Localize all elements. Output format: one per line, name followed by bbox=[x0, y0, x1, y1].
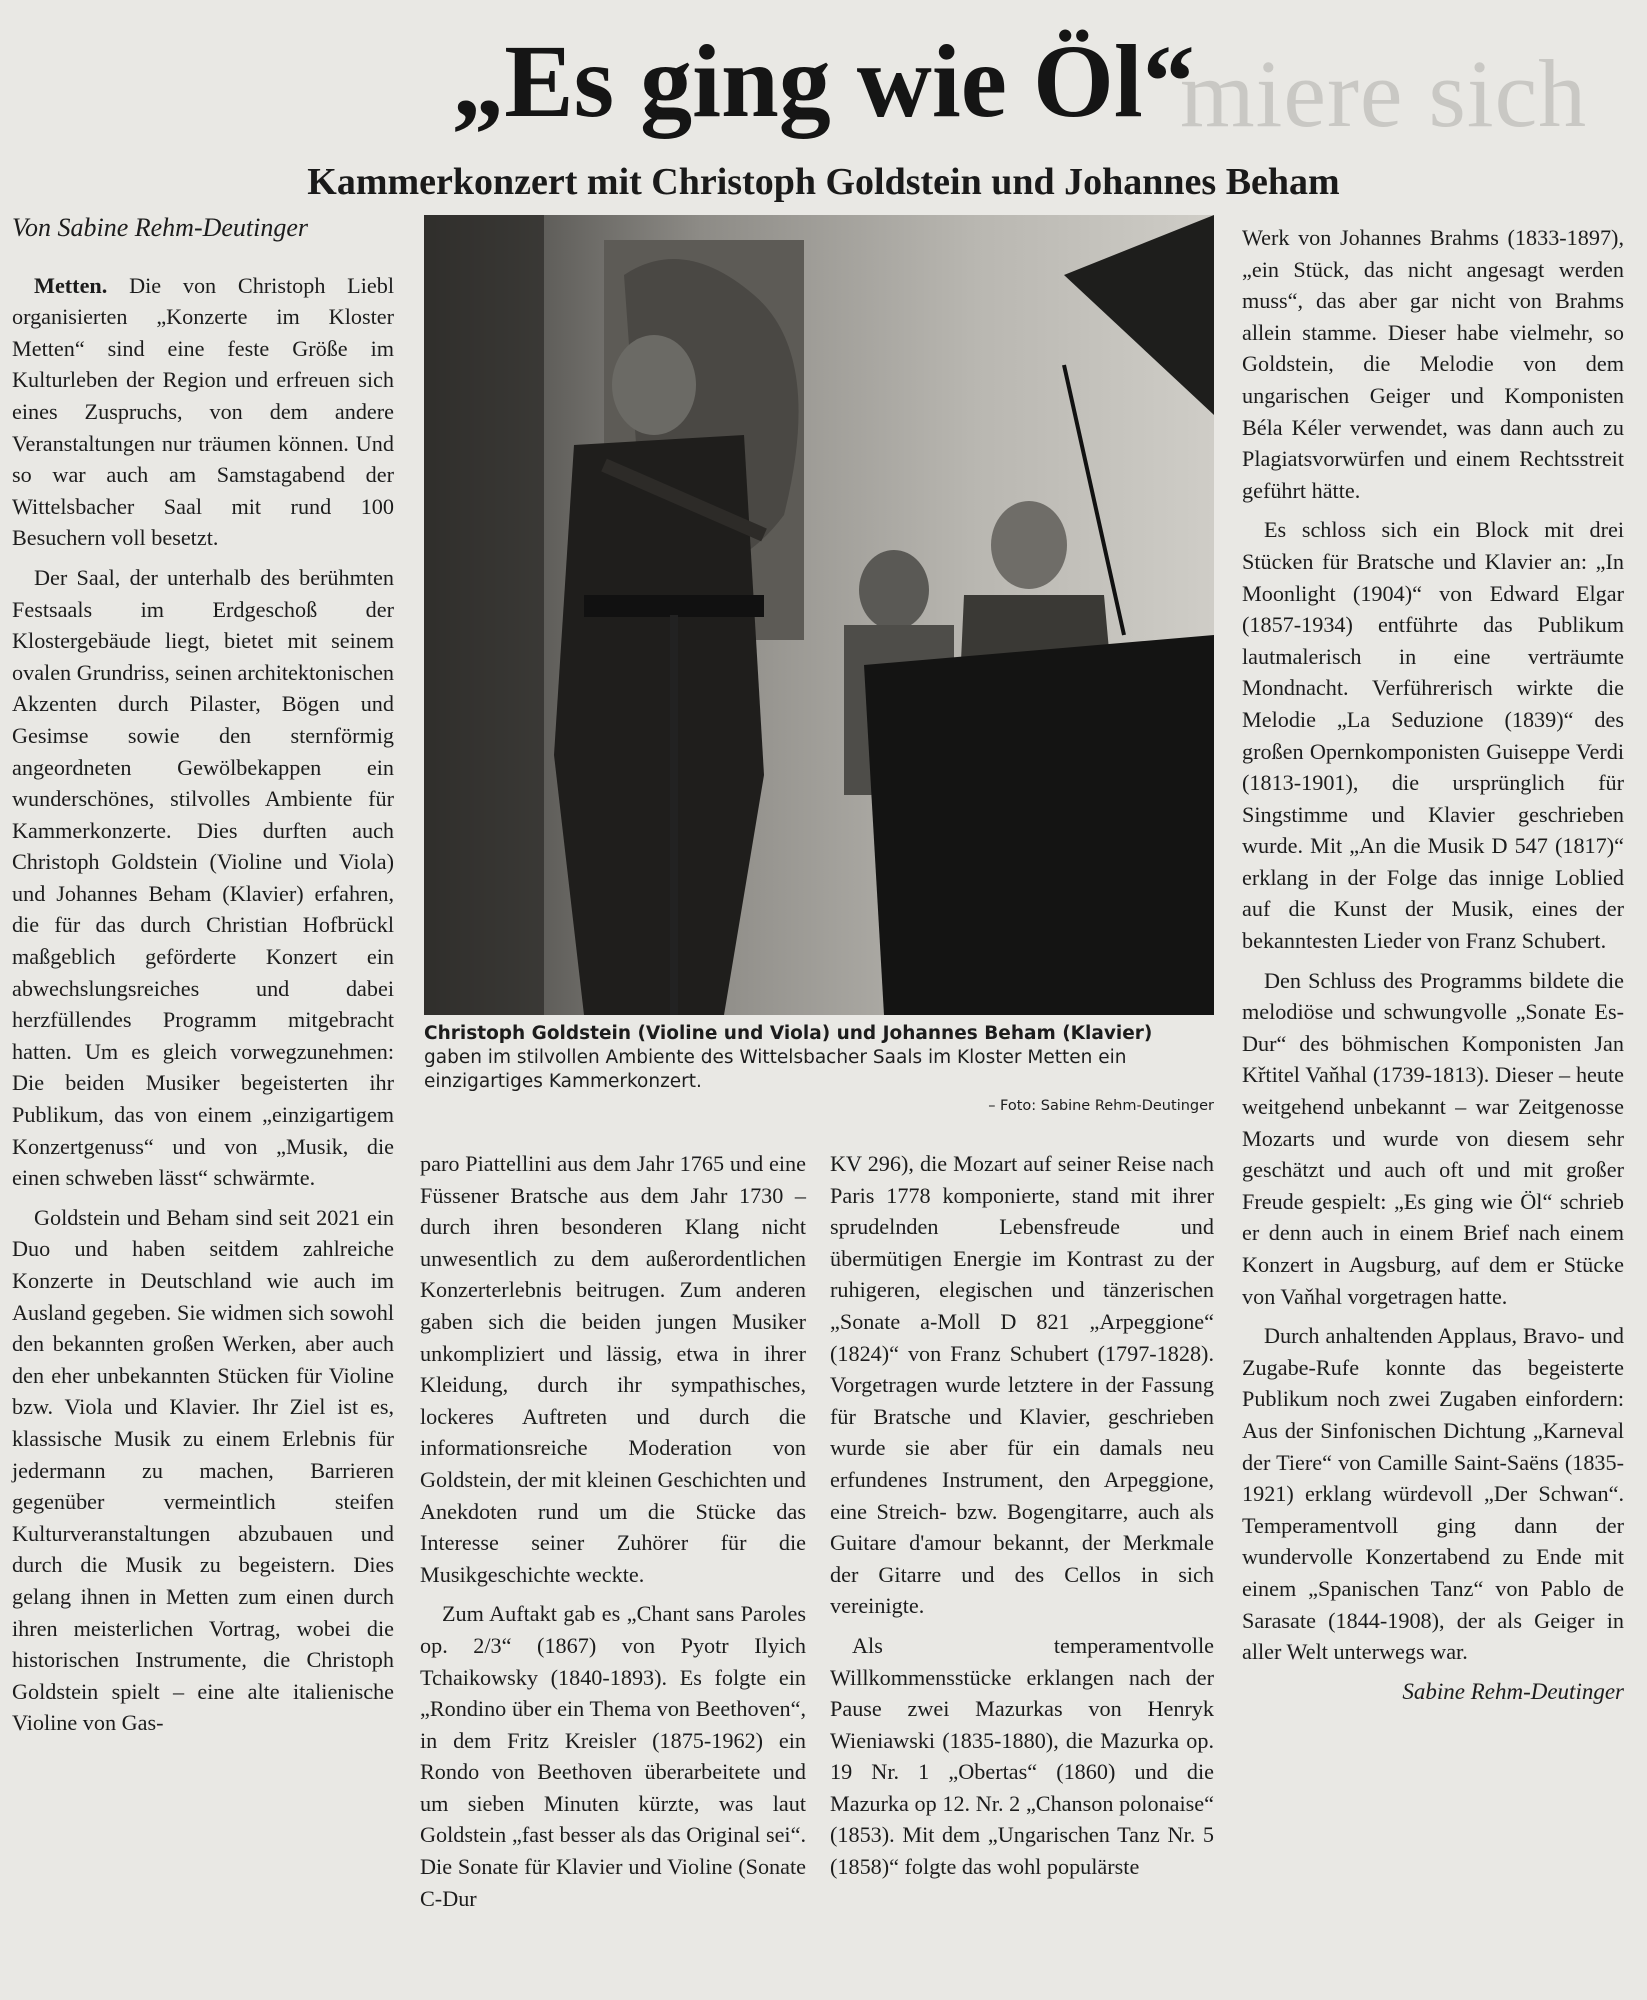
paragraph-7: Als temperamentvolle Willkommensstücke erklangen nach der Pause zwei Mazurkas von Henryk Wieniawski (1835-1880), die Mazurka op. 19 Nr. 1 „Obertas“ (1860) und die Mazurka op 12. Nr. 2 „Chanson polonaise“ (1853). Mit dem „Ungarischen Tanz Nr. 5 (1858)“ folgte das wohl populärste bbox=[830, 1632, 1214, 1880]
paragraph-10: Den Schluss des Programms bildete die melodiöse und schwungvolle „Sonate Es-Dur“ des böhmischen Komponisten Jan Křtitel Vaňhal (1739-1813). Dieser – heute weitgehend unbekannt – war Zeitgenosse Mozarts und wurde von diesem sehr geschätzt und auch oft und mit großer Freude gespielt: „Es ging wie Öl“ schrieb er denn auch in einem Brief nach einem Konzert in Augsburg, auf dem er Stücke von Vaňhal vorgetragen hatte. bbox=[1242, 967, 1624, 1309]
photo-caption-title: Christoph Goldstein (Violine und Viola) und Johannes Beham (Klavier) bbox=[424, 1023, 1153, 1044]
paragraph-1-text: Die von Christoph Liebl organisierten „Konzerte im Kloster Metten“ sind eine feste Größe im Kulturleben der Region und erfreuen sich eines Zuspruchs, von dem andere Veranstaltungen nur träumen können. Und so war auch am Samstagabend der Wittelsbacher Saal mit rund 100 Besuchern voll besetzt. bbox=[12, 272, 395, 551]
paragraph-8: Werk von Johannes Brahms (1833-1897), „ein Stück, das nicht angesagt werden muss“, das aber gar nicht von Brahms allein stamme. Dieser habe vielmehr, so Goldstein, die Melodie von dem ungarischen Geiger und Komponisten Béla Kéler verwendet, was dann auch zu Plagiatsvorwürfen und einem Rechtsstreit geführt hätte. bbox=[1242, 225, 1624, 503]
concert-photo bbox=[424, 215, 1214, 1015]
concert-photo-image bbox=[424, 215, 1214, 1015]
author-signature: Sabine Rehm-Deutinger bbox=[1402, 1678, 1624, 1704]
dateline: Metten. bbox=[34, 272, 108, 298]
paragraph-11: Durch anhaltenden Applaus, Bravo- und Zugabe-Rufe konnte das begeisterte Publikum noch zwei Zugaben einfordern: Aus der Sinfonischen Dichtung „Karneval der Tiere“ von Camille Saint-Saëns (1835-1921) erklang würdevoll „Der Schwan“. Temperamentvoll ging dann der wundervolle Konzertabend zu Ende mit einem „Spanischen Tanz“ von Pablo de Sarasate (1844-1908), der als Geiger in aller Welt unterwegs war. bbox=[1242, 1323, 1624, 1665]
article-column-4 bbox=[1242, 222, 1624, 1707]
photo-caption bbox=[424, 1022, 1214, 1118]
article-column-1 bbox=[12, 212, 394, 1739]
paragraph-1 bbox=[12, 270, 394, 554]
paragraph-9: Es schloss sich ein Block mit drei Stücken für Bratsche und Klavier an: „In Moonlight (1904)“ von Edward Elgar (1857-1934) entführte das Publikum lautmalerisch in eine verträumte Mondnacht. Verführerisch wirkte die Melodie „La Seduzione (1839)“ des großen Opernkomponisten Guiseppe Verdi (1813-1901), die ursprünglich für Singstimme und Klavier geschrieben wurde. Mit „An die Musik D 547 (1817)“ erklang in der Folge das innige Loblied auf die Kunst der Musik, eines der bekanntesten Lieder von Franz Schubert. bbox=[1242, 517, 1624, 954]
photo-credit: – Foto: Sabine Rehm-Deutinger bbox=[988, 1098, 1214, 1114]
paragraph-5: Zum Auftakt gab es „Chant sans Paroles op. 2/3“ (1867) von Pyotr Ilyich Tchaikowsky (1840-1893). Es folgte ein „Rondino über ein Thema von Beethoven“, in dem Fritz Kreisler (1875-1962) ein Rondo von Beethoven überarbeitete und um sieben Minuten kürzte, was laut Goldstein „fast besser als das Original sei“. Die Sonate für Klavier und Violine (Sonate C-Dur bbox=[420, 1601, 806, 1911]
paragraph-3: Goldstein und Beham sind seit 2021 ein Duo und haben seitdem zahlreiche Konzerte in Deutschland wie auch im Ausland gegeben. Sie widmen sich sowohl den bekannten großen Werken, aber auch den eher unbekannten Stücken für Violine bzw. Viola und Klavier. Ihr Ziel ist es, klassische Musik zu einem Erlebnis für jedermann zu machen, Barrieren gegenüber vermeintlich steifen Kulturveranstaltungen abzubauen und durch die Musik zu begeistern. Dies gelang ihnen in Metten zum einen durch ihren meisterlichen Vortrag, wobei die historischen Instrumente, die Christoph Goldstein spielt – eine alte italienische Violine von Gas- bbox=[12, 1204, 394, 1736]
article-column-3 bbox=[830, 1148, 1214, 1883]
photo-caption-text: gaben im stilvollen Ambiente des Wittelsbacher Saals im Kloster Metten ein einzigartiges Kammerkonzert. bbox=[424, 1047, 1127, 1092]
byline: Von Sabine Rehm-Deutinger bbox=[12, 213, 309, 242]
article-headline: „Es ging wie Öl“ bbox=[452, 24, 1195, 139]
article-subheadline: Kammerkonzert mit Christoph Goldstein und Johannes Beham bbox=[307, 161, 1340, 203]
paragraph-4: paro Piattellini aus dem Jahr 1765 und eine Füssener Bratsche aus dem Jahr 1730 – durch ihren besonderen Klang nicht unwesentlich zu dem außerordentlichen Konzerterlebnis beitrugen. Zum anderen gaben sich die beiden jungen Musiker unkompliziert und lässig, etwa in ihrer Kleidung, durch ihr sympathisches, lockeres Auftreten und durch die informationsreiche Moderation von Goldstein, der mit kleinen Geschichten und Anekdoten rund um die Stücke das Interesse seiner Zuhörer für die Musikgeschichte weckte. bbox=[420, 1151, 806, 1587]
article-column-2 bbox=[420, 1148, 806, 1914]
adjacent-article-headline: miere sich bbox=[1180, 40, 1588, 147]
paragraph-2: Der Saal, der unterhalb des berühmten Festsaals im Erdgeschoß der Klostergebäude liegt, bietet mit seinem ovalen Grundriss, seinen architektonischen Akzenten durch Pilaster, Bögen und Gesimse sowie den sternförmig angeordneten Gewölbekappen ein wunderschönes, stilvolles Ambiente für Kammerkonzerte. Dies durften auch Christoph Goldstein (Violine und Viola) und Johannes Beham (Klavier) erfahren, die für das durch Christian Hofbrückl maßgeblich geförderte Konzert ein abwechslungsreiches und dabei herzfüllendes Programm mitgebracht hatten. Um es gleich vorwegzunehmen: Die beiden Musiker begeisterten ihr Publikum, das von einem „einzigartigem Konzertgenuss“ und von „Musik, die einen schweben lässt“ schwärmte. bbox=[12, 564, 395, 1191]
paragraph-6: KV 296), die Mozart auf seiner Reise nach Paris 1778 komponierte, stand mit ihrer sprudelnden Lebensfreude und übermütigen Energie im Kontrast zu der ruhigeren, elegischen und tänzerischen „Sonate a-Moll D 821 „Arpeggione“ (1824)“ von Franz Schubert (1797-1828). Vorgetragen wurde letztere in der Fassung für Bratsche und Klavier, geschrieben wurde sie aber für ein damals neu erfundenes Instrument, den Arpeggione, eine Streich- bzw. Bogengitarre, auch als Guitare d'amour bekannt, der Merkmale der Gitarre und des Cellos in sich vereinigte. bbox=[830, 1151, 1214, 1619]
